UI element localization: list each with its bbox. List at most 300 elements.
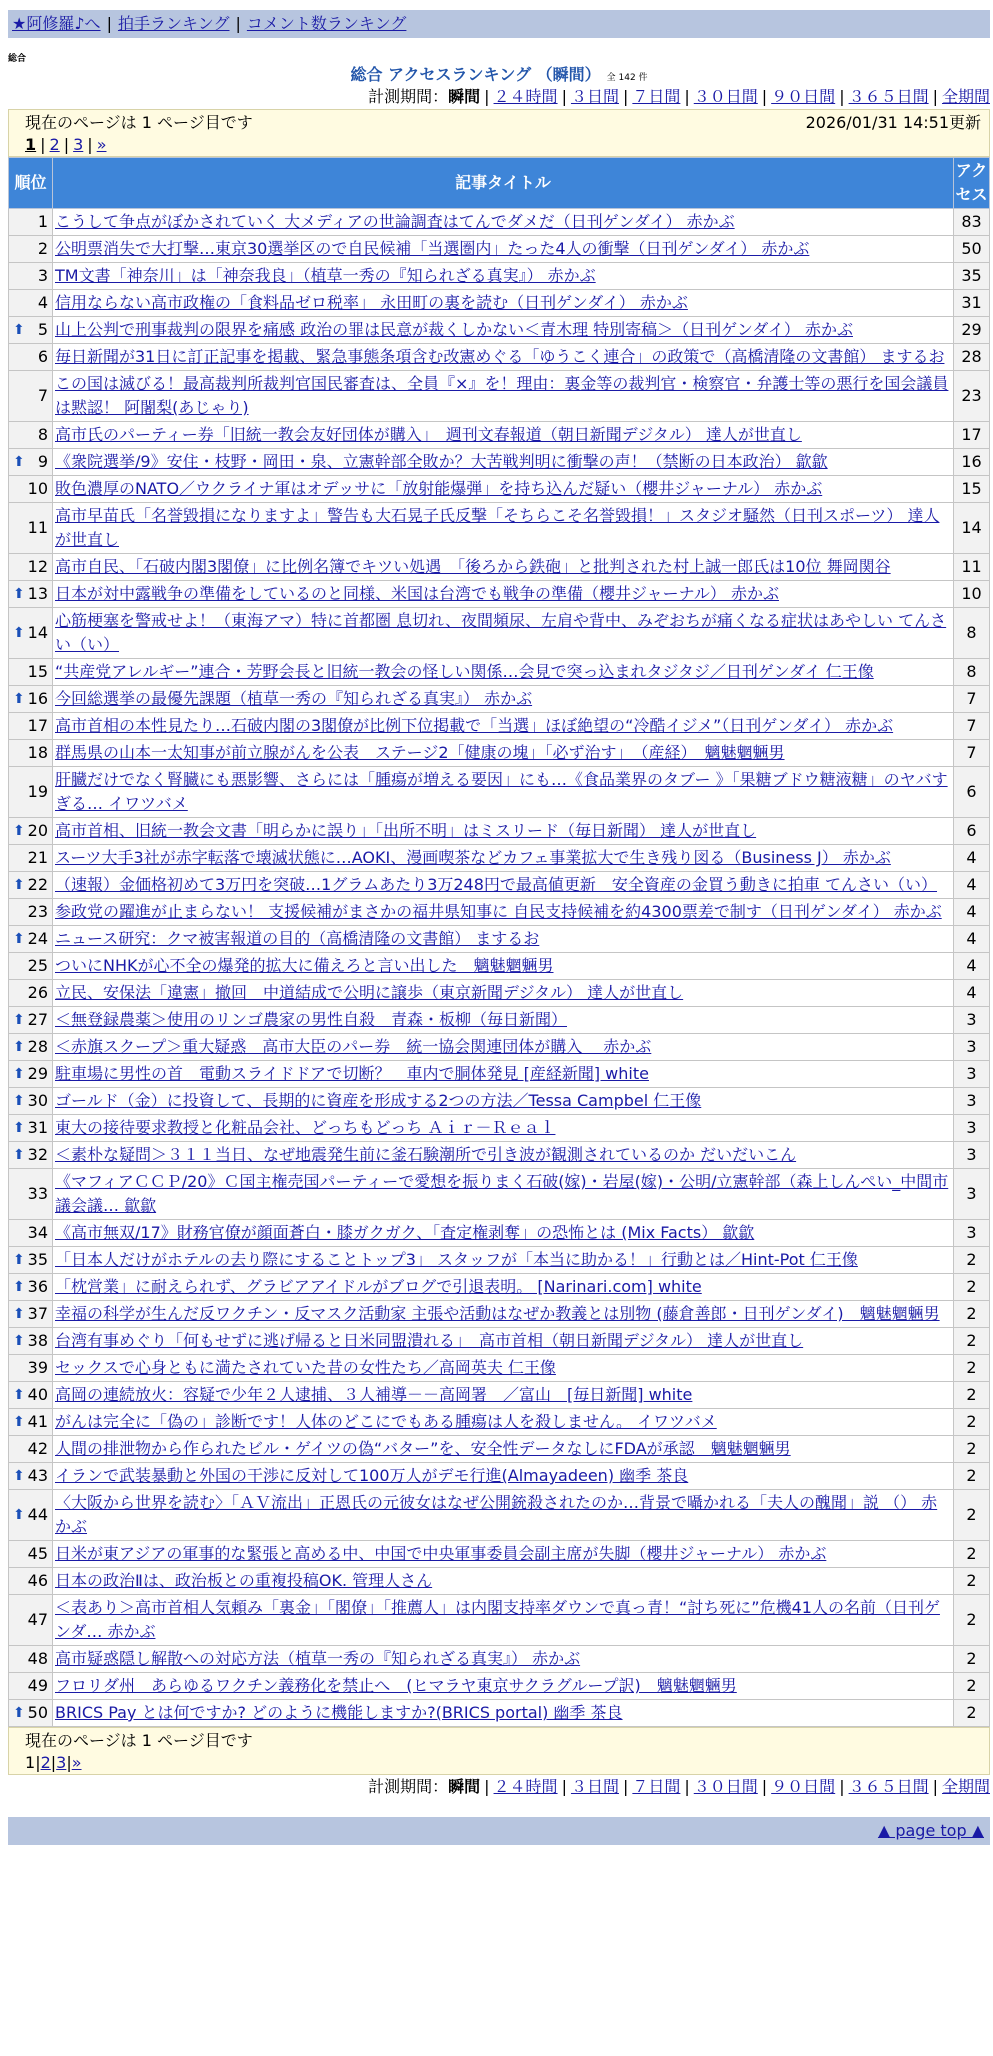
rank-cell — [9, 818, 53, 845]
rank-number: 25 — [27, 956, 48, 975]
rank-cell — [9, 209, 53, 236]
access-count: 2 — [954, 1409, 990, 1436]
article-link[interactable]: 日米が東アジアの軍事的な緊張と高める中、中国で中央軍事委員会副主席が失脚（櫻井ジャーナル） 赤かぶ — [55, 1544, 827, 1563]
rank-cell — [9, 317, 53, 344]
title-cell — [53, 290, 954, 317]
access-count: 2 — [954, 1247, 990, 1274]
title-cell — [53, 740, 954, 767]
article-link[interactable]: 今回総選挙の最優先課題（植草一秀の『知られざる真実』） 赤かぶ — [55, 689, 533, 708]
rank-number: 34 — [27, 1223, 48, 1242]
article-link[interactable]: ついにNHKが心不全の爆発的拡大に備えろと言い出した 魑魅魍魎男 — [55, 956, 554, 975]
rank-cell — [9, 926, 53, 953]
rank-number: 6 — [37, 347, 48, 366]
rank-number: 35 — [27, 1250, 48, 1269]
ranking-table — [8, 157, 990, 1727]
table-row — [9, 845, 990, 872]
access-count: 29 — [954, 317, 990, 344]
article-link[interactable]: 高市疑惑隠し解散への対応方法（植草一秀の『知られざる真実』） 赤かぶ — [55, 1649, 581, 1668]
rank-up-arrow-icon: ⬆ — [13, 1039, 25, 1055]
title-cell — [53, 713, 954, 740]
access-count: 3 — [954, 1115, 990, 1142]
table-row — [9, 371, 990, 422]
access-count: 2 — [954, 1673, 990, 1700]
article-link[interactable]: ゴールド（金）に投資して、長期的に資産を形成する2つの方法／Tessa Campbel 仁王像 — [55, 1091, 702, 1110]
top-period-link[interactable]: ９０日間 — [771, 87, 836, 106]
rank-cell — [9, 1436, 53, 1463]
title-cell — [53, 1142, 954, 1169]
pager-link[interactable]: 2 — [49, 135, 60, 154]
article-link[interactable]: 信用ならない高市政権の「食料品ゼロ税率」 永田町の裏を読む（日刊ゲンダイ） 赤かぶ — [55, 293, 688, 312]
rank-up-arrow-icon: ⬆ — [13, 1012, 25, 1028]
pager — [25, 134, 981, 156]
article-link[interactable]: （速報）金価格初めて3万円を突破…1グラムあたり3万248円で最高値更新 安全資産の金買う動きに拍車 てんさい（い） — [55, 875, 938, 894]
rank-cell — [9, 290, 53, 317]
table-row — [9, 581, 990, 608]
article-link[interactable]: 山上公判で刑事裁判の限界を痛感 政治の罪は民意が裁くしかない＜青木理 特別寄稿＞（日刊ゲンダイ） 赤かぶ — [55, 320, 853, 339]
pager-link[interactable]: 3 — [73, 135, 84, 154]
title-cell — [53, 818, 954, 845]
table-row — [9, 263, 990, 290]
article-link[interactable]: 《マフィアＣＣＰ/20》Ｃ国主権売国パーティーで愛想を振りまく石破(嫁)・岩屋(嫁)・公明/立憲幹部（森上しんぺい_中間市議会議… 歙歙 — [55, 1172, 949, 1215]
article-link[interactable]: ＜素朴な疑問＞３１１当日、なぜ地震発生前に釜石験潮所で引き波が観測されているのか だいだいこん — [55, 1145, 797, 1164]
rank-number: 28 — [27, 1037, 48, 1056]
top-period-link[interactable]: ２４時間 — [493, 87, 558, 106]
bottom-period-link[interactable]: ７日間 — [632, 1777, 681, 1796]
title-cell — [53, 659, 954, 686]
rank-number: 47 — [27, 1610, 48, 1629]
article-link[interactable]: TM文書「神奈川」は「神奈我良」（植草一秀の『知られざる真実』） 赤かぶ — [55, 266, 596, 285]
table-row — [9, 476, 990, 503]
title-cell — [53, 845, 954, 872]
article-link[interactable]: スーツ大手3社が赤字転落で壊滅状態に…AOKI、漫画喫茶などカフェ事業拡大で生き残り図る（Business J） 赤かぶ — [55, 848, 891, 867]
article-link[interactable]: 敗色濃厚のNATO／ウクライナ軍はオデッサに「放射能爆弾」を持ち込んだ疑い（櫻井ジャーナル） 赤かぶ — [55, 479, 823, 498]
separator: | — [561, 1777, 567, 1796]
table-row — [9, 1034, 990, 1061]
rank-cell — [9, 1328, 53, 1355]
rank-cell — [9, 608, 53, 659]
article-link[interactable]: 《高市無双/17》財務官僚が顔面蒼白・膝ガクガク、「査定権剥奪」の恐怖とは (Mix Facts） 歙歙 — [55, 1223, 755, 1242]
title-cell — [53, 1673, 954, 1700]
article-link[interactable]: 台湾有事めぐり「何もせずに逃げ帰ると日米同盟潰れる」 高市首相（朝日新聞デジタル） 達人が世直し — [55, 1331, 804, 1350]
access-count: 4 — [954, 845, 990, 872]
rank-number: 1 — [37, 212, 48, 231]
table-row — [9, 209, 990, 236]
access-count: 11 — [954, 554, 990, 581]
bottom-period-link[interactable]: ９０日間 — [771, 1777, 836, 1796]
period-selector-bottom — [8, 1775, 990, 1799]
access-count: 4 — [954, 980, 990, 1007]
separator: | — [35, 1753, 41, 1772]
rank-cell — [9, 686, 53, 713]
title-cell — [53, 1490, 954, 1541]
rank-number: 18 — [27, 743, 48, 762]
table-row — [9, 1274, 990, 1301]
table-row — [9, 1328, 990, 1355]
access-count: 3 — [954, 1007, 990, 1034]
article-link[interactable]: 高市首相、旧統一教会文書「明らかに誤り」「出所不明」はミスリード（毎日新聞） 達人が世直し — [55, 821, 757, 840]
rank-cell — [9, 980, 53, 1007]
title-cell — [53, 980, 954, 1007]
title-cell — [53, 1382, 954, 1409]
rank-up-arrow-icon: ⬆ — [13, 691, 25, 707]
title-cell — [53, 1409, 954, 1436]
table-row — [9, 872, 990, 899]
rank-number: 38 — [27, 1331, 48, 1350]
rank-number: 24 — [27, 929, 48, 948]
rank-number: 42 — [27, 1439, 48, 1458]
article-link[interactable]: 心筋梗塞を警戒せよ！（東海アマ）特に首都圏 息切れ、夜間頻尿、左肩や背中、みぞおちが痛くなる症状はあやしい てんさい（い） — [55, 611, 947, 654]
clap-ranking-link[interactable]: 拍手ランキング — [117, 14, 230, 33]
article-link[interactable]: こうして争点がぼかされていく 大メディアの世論調査はてんでダメだ（日刊ゲンダイ） 赤かぶ — [55, 212, 735, 231]
access-count: 31 — [954, 290, 990, 317]
title-cell — [53, 317, 954, 344]
separator: | — [839, 1777, 845, 1796]
article-link[interactable]: セックスで心身ともに満たされていた昔の女性たち／高岡英夫 仁王像 — [55, 1358, 556, 1377]
table-row — [9, 344, 990, 371]
article-link[interactable]: 高市首相の本性見たり…石破内閣の3閣僚が比例下位掲載で「当選」ほぼ絶望の“冷酷イジメ”（日刊ゲンダイ） 赤かぶ — [55, 716, 894, 735]
title-cell — [53, 953, 954, 980]
title-cell — [53, 1034, 954, 1061]
pager-link[interactable]: 2 — [40, 1753, 51, 1772]
rank-up-arrow-icon: ⬆ — [13, 1279, 25, 1295]
table-row — [9, 1463, 990, 1490]
rank-number: 36 — [27, 1277, 48, 1296]
article-link[interactable]: 〈大阪から世界を読む〉「ＡＶ流出」正恩氏の元彼女はなぜ公開銃殺されたのか…背景で囁かれる「夫人の醜聞」説 （） 赤かぶ — [55, 1493, 938, 1536]
separator: | — [561, 87, 567, 106]
category-label: 総合 — [8, 54, 27, 64]
table-row — [9, 1247, 990, 1274]
page-title-text: 総合 アクセスランキング （瞬間） — [350, 65, 601, 84]
access-count: 3 — [954, 1088, 990, 1115]
rank-number: 48 — [27, 1649, 48, 1668]
title-cell — [53, 1274, 954, 1301]
rank-up-arrow-icon: ⬆ — [13, 1306, 25, 1322]
access-count: 4 — [954, 899, 990, 926]
article-link[interactable]: 立民、安保法「違憲」撤回 中道結成で公明に譲歩（東京新聞デジタル） 達人が世直し — [55, 983, 684, 1002]
bottom-period-link[interactable]: ３０日間 — [693, 1777, 758, 1796]
page-info-bottom — [8, 1727, 990, 1775]
article-link[interactable]: “共産党アレルギー”連合・芳野会長と旧統一教会の怪しい関係…会見で突っ込まれタジタジ／日刊ゲンダイ 仁王像 — [55, 662, 874, 681]
rank-cell — [9, 899, 53, 926]
rank-number: 20 — [27, 821, 48, 840]
pager-link[interactable]: 3 — [56, 1753, 67, 1772]
rank-cell — [9, 1355, 53, 1382]
rank-cell — [9, 449, 53, 476]
article-link[interactable]: 幸福の科学が生んだ反ワクチン・反マスク活動家 主張や活動はなぜか教義とは別物 (藤倉善郎・日刊ゲンダイ) 魑魅魍魎男 — [55, 1304, 940, 1323]
table-row — [9, 449, 990, 476]
table-row — [9, 1700, 990, 1727]
pager-current: 1 — [25, 1753, 36, 1772]
table-row — [9, 317, 990, 344]
article-link[interactable]: 駐車場に男性の首 電動スライドドアで切断？ 車内で胴体発見 [産経新聞] white — [55, 1064, 649, 1083]
access-count: 2 — [954, 1328, 990, 1355]
article-link[interactable]: 高市氏のパーティー券「旧統一教会友好団体が購入」 週刊文春報道（朝日新聞デジタル） 達人が世直し — [55, 425, 802, 444]
table-row — [9, 1355, 990, 1382]
rank-up-arrow-icon: ⬆ — [13, 1252, 25, 1268]
rank-cell — [9, 1301, 53, 1328]
separator: | — [63, 135, 70, 154]
rank-number: 21 — [27, 848, 48, 867]
article-link[interactable]: がんは完全に「偽の」診断です！人体のどこにでもある腫瘍は人を殺しません。 イワツバメ — [55, 1412, 717, 1431]
access-count: 7 — [954, 713, 990, 740]
access-count: 2 — [954, 1700, 990, 1727]
rank-cell — [9, 1274, 53, 1301]
article-link[interactable]: ＜表あり＞高市首相人気頼み「裏金」「閣僚」「推薦人」は内閣支持率ダウンで真っ青！“討ち死に”危機41人の名前（日刊ゲンダ… 赤かぶ — [55, 1598, 940, 1641]
pager-next[interactable]: » — [96, 135, 107, 154]
rank-cell — [9, 503, 53, 554]
article-link[interactable]: 毎日新聞が31日に訂正記事を掲載、緊急事態条項含む改憲めぐる「ゆうこく連合」の政策で（高橋清隆の文書館） まするお — [55, 347, 945, 366]
access-count: 3 — [954, 1061, 990, 1088]
rank-up-arrow-icon: ⬆ — [13, 1066, 25, 1082]
access-count: 28 — [954, 344, 990, 371]
article-link[interactable]: 東大の接待要求教授と化粧品会社、どっちもどっち Ａｉｒ－Ｒｅａｌ — [55, 1118, 556, 1137]
top-period-link[interactable]: ３６５日間 — [848, 87, 929, 106]
title-cell — [53, 1007, 954, 1034]
article-link[interactable]: ＜赤旗スクープ＞重大疑惑 高市大臣のパー券 統一協会関連団体が購入 赤かぶ — [55, 1037, 652, 1056]
rank-number: 41 — [27, 1412, 48, 1431]
article-link[interactable]: ニュース研究：クマ被害報道の目的（高橋清隆の文書館） まするお — [55, 929, 540, 948]
rank-cell — [9, 344, 53, 371]
table-row — [9, 1595, 990, 1646]
article-link[interactable]: 群馬県の山本一太知事が前立腺がんを公表 ステージ2「健康の塊」「必ず治す」 （産経） 魑魅魍魎男 — [55, 743, 785, 762]
rank-cell — [9, 845, 53, 872]
table-row — [9, 953, 990, 980]
top-period-current: 瞬間 — [448, 87, 481, 106]
rank-number: 2 — [37, 239, 48, 258]
rank-up-arrow-icon: ⬆ — [13, 1387, 25, 1403]
table-row — [9, 1382, 990, 1409]
rank-cell — [9, 1247, 53, 1274]
access-count: 2 — [954, 1301, 990, 1328]
separator: | — [761, 87, 768, 106]
access-count: 14 — [954, 503, 990, 554]
article-link[interactable]: BRICS Pay とは何ですか? どのように機能しますか?(BRICS portal) 幽季 茶良 — [55, 1703, 623, 1722]
rank-number: 7 — [37, 386, 48, 405]
rank-number: 30 — [27, 1091, 48, 1110]
table-row — [9, 1115, 990, 1142]
rank-cell — [9, 1382, 53, 1409]
rank-number: 16 — [27, 689, 48, 708]
article-link[interactable]: 肝臓だけでなく腎臓にも悪影響、さらには「腫瘍が増える要因」にも…《食品業界のタブー 》「果糖ブドウ糖液糖」のヤバすぎる… イワツバメ — [55, 770, 948, 813]
rank-up-arrow-icon: ⬆ — [13, 823, 25, 839]
rank-number: 33 — [27, 1184, 48, 1203]
page-info-top — [8, 109, 990, 157]
rank-cell — [9, 1595, 53, 1646]
rank-cell — [9, 1115, 53, 1142]
rank-up-arrow-icon: ⬆ — [13, 1093, 25, 1109]
top-period-link[interactable]: ３日間 — [570, 87, 619, 106]
title-cell — [53, 1301, 954, 1328]
title-cell — [53, 554, 954, 581]
table-row — [9, 1541, 990, 1568]
table-row — [9, 422, 990, 449]
article-link[interactable]: フロリダ州 あらゆるワクチン義務化を禁止へ (ヒマラヤ東京サクラグループ訳) 魑魅魍魎男 — [55, 1676, 737, 1695]
title-cell — [53, 476, 954, 503]
title-cell — [53, 1595, 954, 1646]
access-count: 15 — [954, 476, 990, 503]
rank-number: 31 — [27, 1118, 48, 1137]
separator: | — [50, 1753, 57, 1772]
rank-cell — [9, 713, 53, 740]
top-period-link[interactable]: 全期間 — [941, 87, 990, 106]
access-count: 23 — [954, 371, 990, 422]
article-link[interactable]: 日本が対中露戦争の準備をしているのと同様、米国は台湾でも戦争の準備（櫻井ジャーナル） 赤かぶ — [55, 584, 779, 603]
rank-up-arrow-icon: ⬆ — [13, 454, 25, 470]
bottom-period-link[interactable]: 全期間 — [941, 1777, 990, 1796]
title-cell — [53, 1541, 954, 1568]
table-row — [9, 1568, 990, 1595]
table-row — [9, 659, 990, 686]
table-row — [9, 818, 990, 845]
rank-cell — [9, 872, 53, 899]
article-link[interactable]: 参政党の躍進が止まらない！ 支援候補がまさかの福井県知事に 自民支持候補を約4300票差で制す（日刊ゲンダイ） 赤かぶ — [55, 902, 942, 921]
table-row — [9, 1169, 990, 1220]
article-link[interactable]: 公明票消失で大打撃…東京30選挙区ので自民候補「当選圏内」たった4人の衝撃（日刊ゲンダイ） 赤かぶ — [55, 239, 810, 258]
rank-cell — [9, 1541, 53, 1568]
article-link[interactable]: 高岡の連続放火：容疑で少年２人逮捕、３人補導－－高岡署 ／富山 [毎日新聞] white — [55, 1385, 693, 1404]
page-title — [8, 65, 990, 85]
separator: | — [684, 87, 690, 106]
title-cell — [53, 1700, 954, 1727]
table-row — [9, 503, 990, 554]
title-cell — [53, 1247, 954, 1274]
separator: | — [932, 87, 938, 106]
rank-cell — [9, 554, 53, 581]
separator: | — [235, 14, 241, 33]
table-row — [9, 980, 990, 1007]
access-count: 2 — [954, 1436, 990, 1463]
rank-up-arrow-icon: ⬆ — [13, 586, 25, 602]
access-count: 2 — [954, 1382, 990, 1409]
page-top-link[interactable]: ▲ page top ▲ — [877, 1821, 984, 1840]
table-header-row — [9, 158, 990, 209]
access-count: 2 — [954, 1568, 990, 1595]
table-row — [9, 740, 990, 767]
article-link[interactable]: この国は滅びる！最高裁判所裁判官国民審査は、全員『×』を！理由：裏金等の裁判官・検察官・弁護士等の悪行を国会議員は黙認！ 阿闍梨(あじゃり) — [55, 374, 949, 417]
article-link[interactable]: 「枕営業」に耐えられず、グラビアアイドルがブログで引退表明。 [Narinari.com] white — [55, 1277, 702, 1296]
separator: | — [622, 87, 629, 106]
period-label: 計測期間： — [368, 87, 449, 106]
rank-cell — [9, 659, 53, 686]
title-cell — [53, 608, 954, 659]
table-row — [9, 686, 990, 713]
table-row — [9, 608, 990, 659]
rank-header: 順位 — [9, 158, 53, 209]
access-count: 2 — [954, 1274, 990, 1301]
rank-cell — [9, 1463, 53, 1490]
top-period-link[interactable]: ３０日間 — [693, 87, 758, 106]
rank-cell — [9, 1220, 53, 1247]
access-count: 10 — [954, 581, 990, 608]
rank-cell — [9, 1700, 53, 1727]
pager-next[interactable]: » — [71, 1753, 82, 1772]
separator: | — [87, 135, 93, 154]
table-row — [9, 1409, 990, 1436]
article-link[interactable]: 日本の政治Ⅱは、政治板との重複投稿OK. 管理人さん — [55, 1571, 433, 1590]
rank-number: 5 — [37, 320, 48, 339]
separator: | — [484, 1777, 490, 1796]
access-count: 8 — [954, 659, 990, 686]
footer-bar — [8, 1817, 990, 1845]
rank-up-arrow-icon: ⬆ — [13, 1414, 25, 1430]
title-cell — [53, 926, 954, 953]
bottom-period-link[interactable]: ３６５日間 — [848, 1777, 929, 1796]
rank-cell — [9, 1061, 53, 1088]
rank-up-arrow-icon: ⬆ — [13, 625, 25, 641]
rank-up-arrow-icon: ⬆ — [13, 1507, 25, 1523]
article-link[interactable]: 高市早苗氏「名誉毀損になりますよ」警告も大石晃子氏反撃「そちらこそ名誉毀損！」スタジオ騒然（日刊スポーツ） 達人が世直し — [55, 506, 940, 549]
access-count: 16 — [954, 449, 990, 476]
rank-number: 46 — [27, 1571, 48, 1590]
title-cell — [53, 1463, 954, 1490]
access-count: 17 — [954, 422, 990, 449]
rank-number: 19 — [27, 782, 48, 801]
article-link[interactable]: 人間の排泄物から作られたビル・ゲイツの偽“バター”を、安全性データなしにFDAが承認 魑魅魍魎男 — [55, 1439, 791, 1458]
table-row — [9, 1436, 990, 1463]
table-row — [9, 767, 990, 818]
access-count: 8 — [954, 608, 990, 659]
home-link[interactable]: ★阿修羅♪へ — [12, 14, 101, 33]
title-cell — [53, 1115, 954, 1142]
rank-number: 45 — [27, 1544, 48, 1563]
table-row — [9, 236, 990, 263]
rank-number: 3 — [37, 266, 48, 285]
rank-number: 23 — [27, 902, 48, 921]
rank-cell — [9, 1646, 53, 1673]
table-row — [9, 1007, 990, 1034]
rank-number: 43 — [27, 1466, 48, 1485]
access-count: 2 — [954, 1463, 990, 1490]
article-link[interactable]: ＜無登録農薬＞使用のリンゴ農家の男性自殺 青森・板柳（毎日新聞） — [55, 1010, 568, 1029]
article-link[interactable]: 「日本人だけがホテルの去り際にすることトップ3」 スタッフが「本当に助かる！」行動とは／Hint-Pot 仁王像 — [55, 1250, 858, 1269]
access-count: 35 — [954, 263, 990, 290]
rank-number: 44 — [27, 1505, 48, 1524]
title-cell — [53, 1646, 954, 1673]
rank-number: 32 — [27, 1145, 48, 1164]
rank-number: 4 — [37, 293, 48, 312]
access-header: アクセス — [954, 158, 990, 209]
rank-number: 14 — [27, 623, 48, 642]
rank-number: 8 — [37, 425, 48, 444]
bottom-period-link[interactable]: ３日間 — [570, 1777, 619, 1796]
title-cell — [53, 209, 954, 236]
title-cell — [53, 449, 954, 476]
rank-number: 11 — [27, 518, 48, 537]
comment-ranking-link[interactable]: コメント数ランキング — [246, 14, 407, 33]
separator: | — [761, 1777, 768, 1796]
title-cell — [53, 236, 954, 263]
access-count: 7 — [954, 686, 990, 713]
rank-number: 40 — [27, 1385, 48, 1404]
access-count: 83 — [954, 209, 990, 236]
access-count: 4 — [954, 926, 990, 953]
rank-up-arrow-icon: ⬆ — [13, 1333, 25, 1349]
article-link[interactable]: 《衆院選挙/9》安住・枝野・岡田・泉、立憲幹部全敗か？大苦戦判明に衝撃の声！（禁断の日本政治） 歙歙 — [55, 452, 828, 471]
article-link[interactable]: 高市自民、「石破内閣3閣僚」に比例名簿でキツい処遇 「後ろから鉄砲」と批判された村上誠一郎氏は10位 舞岡関谷 — [55, 557, 891, 576]
access-count: 2 — [954, 1646, 990, 1673]
rank-cell — [9, 371, 53, 422]
rank-cell — [9, 263, 53, 290]
top-period-link[interactable]: ７日間 — [632, 87, 681, 106]
title-cell — [53, 872, 954, 899]
rank-cell — [9, 476, 53, 503]
rank-number: 17 — [27, 716, 48, 735]
article-link[interactable]: イランで武装暴動と外国の干渉に反対して100万人がデモ行進(Almayadeen) 幽季 茶良 — [55, 1466, 689, 1485]
title-cell — [53, 1220, 954, 1247]
rank-up-arrow-icon: ⬆ — [13, 1147, 25, 1163]
bottom-period-current: 瞬間 — [448, 1777, 481, 1796]
bottom-period-link[interactable]: ２４時間 — [493, 1777, 558, 1796]
